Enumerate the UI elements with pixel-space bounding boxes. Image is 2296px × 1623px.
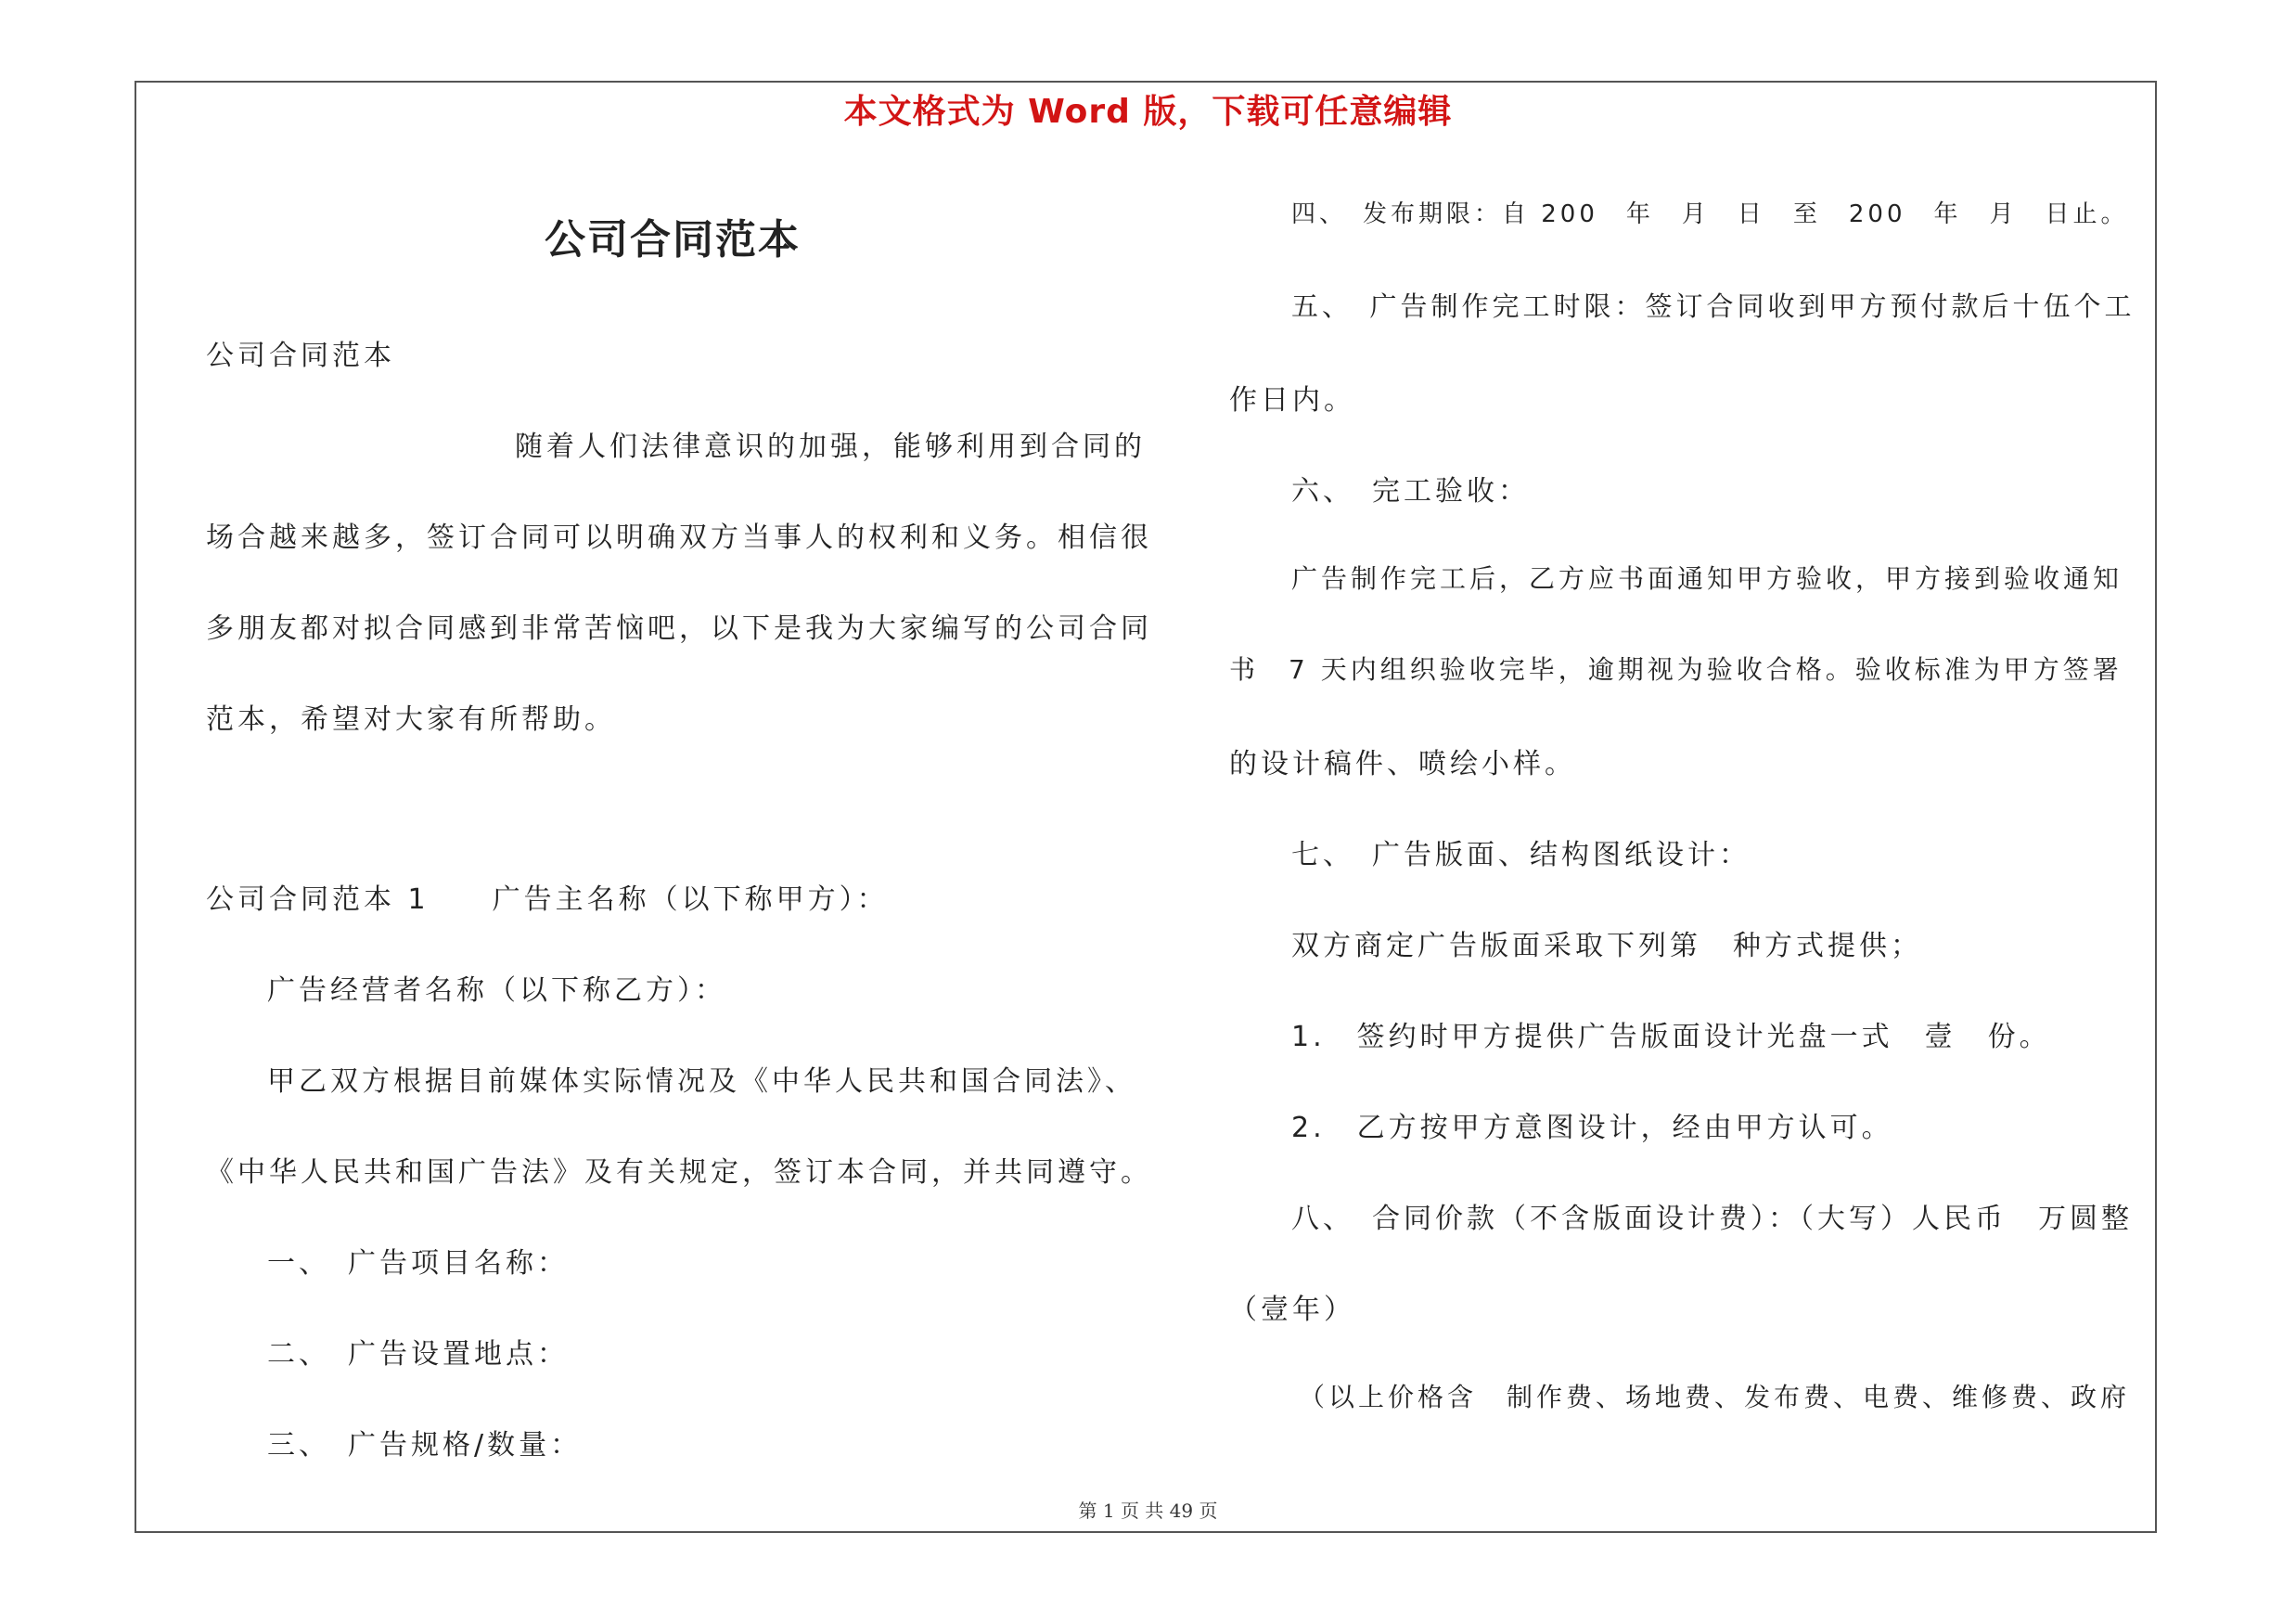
left-paragraph-line: 公司合同范本 1 广告主名称（以下称甲方）：: [206, 883, 889, 916]
right-paragraph-line: 双方商定广告版面采取下列第 种方式提供；: [1291, 930, 1922, 962]
right-paragraph-line: （壹年）: [1229, 1294, 1355, 1326]
right-paragraph-line: 五、 广告制作完工时限：签订合同收到甲方预付款后十伍个工: [1291, 290, 2136, 322]
left-paragraph-line: 公司合同范本: [206, 340, 395, 372]
page-number-footer: 第 1 页 共 49 页: [1078, 1500, 1218, 1522]
left-paragraph-line: 随着人们法律意识的加强，能够利用到合同的: [515, 431, 1146, 463]
left-paragraph-line: 三、 广告规格/数量：: [267, 1429, 583, 1462]
left-paragraph-line: 广告经营者名称（以下称乙方）：: [267, 974, 726, 1007]
left-paragraph-line: 范本，希望对大家有所帮助。: [206, 703, 616, 736]
left-paragraph-line: 甲乙双方根据目前媒体实际情况及《中华人民共和国合同法》、: [267, 1065, 1136, 1098]
left-paragraph-line: 场合越来越多，签订合同可以明确双方当事人的权利和义务。相信很: [206, 522, 1152, 554]
document-title: 公司合同范本: [545, 216, 801, 264]
left-paragraph-line: 多朋友都对拟合同感到非常苦恼吧，以下是我为大家编写的公司合同: [206, 612, 1152, 645]
right-paragraph-line: 1. 签约时甲方提供广告版面设计光盘一式 壹 份。: [1291, 1021, 2051, 1053]
right-paragraph-line: 广告制作完工后，乙方应书面通知甲方验收，甲方接到验收通知: [1291, 563, 2123, 594]
format-banner: 本文格式为 Word 版，下载可任意编辑: [843, 93, 1453, 131]
right-paragraph-line: 2. 乙方按甲方意图设计，经由甲方认可。: [1291, 1112, 1893, 1144]
right-paragraph-line: （以上价格含 制作费、场地费、发布费、电费、维修费、政府: [1299, 1382, 2131, 1412]
left-paragraph-line: 一、 广告项目名称：: [267, 1247, 569, 1280]
right-paragraph-line: 四、 发布期限：自 200 年 月 日 至 200 年 月 日止。: [1291, 200, 2129, 228]
left-paragraph-line: 二、 广告设置地点：: [267, 1338, 569, 1371]
right-paragraph-line: 书 7 天内组织验收完毕，逾期视为验收合格。验收标准为甲方签署: [1229, 654, 2123, 685]
right-paragraph-line: 作日内。: [1229, 384, 1355, 417]
right-paragraph-line: 七、 广告版面、结构图纸设计：: [1291, 839, 1751, 871]
left-paragraph-line: 《中华人民共和国广告法》及有关规定，签订本合同，并共同遵守。: [206, 1156, 1152, 1189]
right-paragraph-line: 六、 完工验收：: [1291, 475, 1530, 508]
right-paragraph-line: 八、 合同价款（不含版面设计费）：（大写）人民币 万圆整: [1291, 1203, 2133, 1235]
right-paragraph-line: 的设计稿件、喷绘小样。: [1229, 748, 1576, 780]
